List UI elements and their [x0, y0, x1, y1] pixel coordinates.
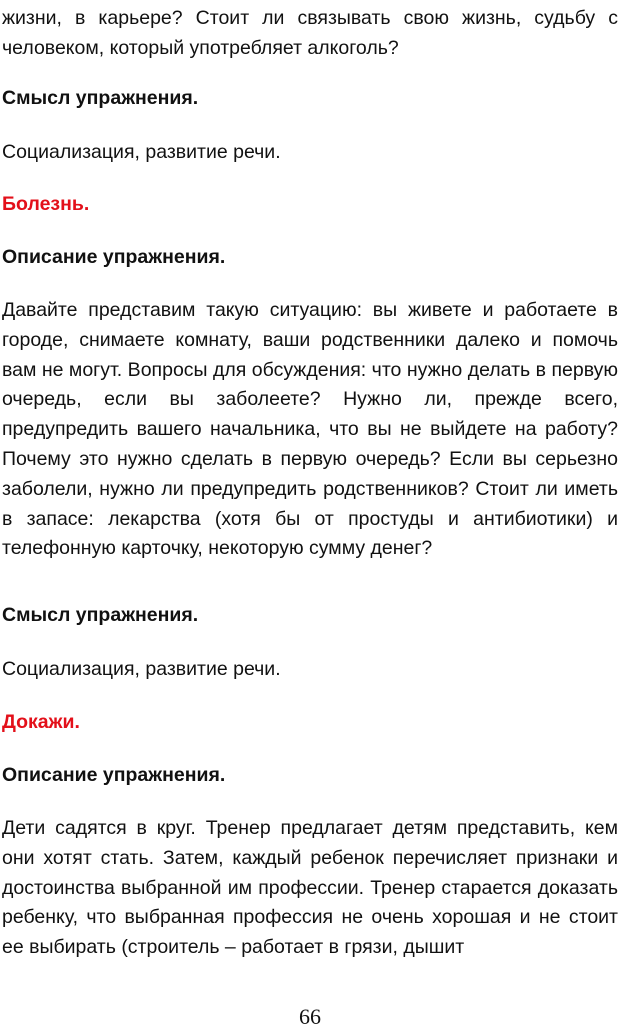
- intro-paragraph: жизни, в карьере? Стоит ли связывать свою жизнь, судьбу с человеком, который употребляет алкоголь?: [2, 7, 618, 59]
- exercise-title-prove: Докажи.: [2, 711, 80, 733]
- meaning-text-2: Социализация, развитие речи.: [2, 658, 281, 680]
- meaning-text-1: Социализация, развитие речи.: [2, 141, 281, 163]
- meaning-heading-2: Смысл упражнения.: [2, 604, 199, 626]
- description-heading-3: Описание упражнения.: [2, 764, 226, 786]
- meaning-heading-1: Смысл упражнения.: [2, 87, 199, 109]
- description-text-2: Давайте представим такую ситуацию: вы живете и работаете в городе, снимаете комнату, ваши родственники далеко и помочь вам не могут. Вопросы для обсуждения: что нужно делать в первую очередь, если вы заболеете? Нужно ли, прежде всего, предупредить вашего начальника, что вы не выйдете на работу? Почему это нужно сделать в первую очередь? Если вы серьезно заболели, нужно ли предупредить родственников? Стоит ли иметь в запасе: лекарства (хотя бы от простуды и антибиотики) и телефонную карточку, некоторую сумму денег?: [2, 299, 618, 560]
- exercise-title-illness: Болезнь.: [2, 193, 90, 215]
- description-text-3: Дети садятся в круг. Тренер предлагает детям представить, кем они хотят стать. Затем, каждый ребенок перечисляет признаки и достоинства выбранной им профессии. Тренер старается доказать ребенку, что выбранная профессия не очень хорошая и не стоит ее выбирать (строитель – работает в грязи, дышит: [2, 817, 618, 959]
- page-number: 66: [299, 1004, 321, 1029]
- description-heading-2: Описание упражнения.: [2, 246, 226, 268]
